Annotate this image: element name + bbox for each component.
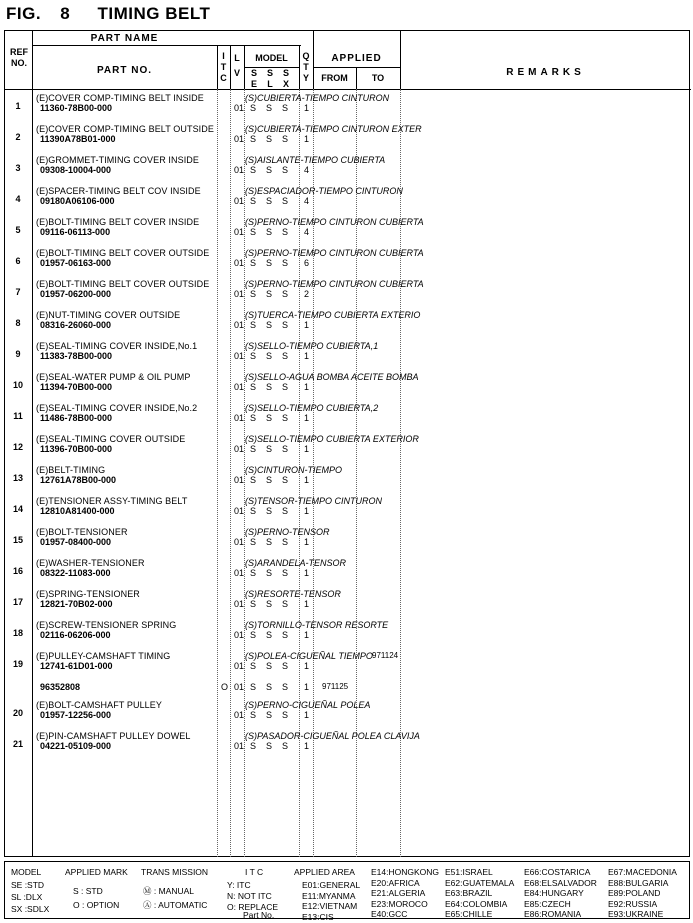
qty-value: 1 [304,444,310,454]
lv-h2: V [233,68,240,78]
lv-value: 01 [234,289,245,299]
legend-model-sl: SL :DLX [11,892,43,902]
lv-header [230,53,244,79]
part-name-es: (S)PERNO-TENSOR [245,527,330,537]
remarks-header: REMARKS [506,67,585,78]
legend-area-item: E01:GENERAL [302,880,361,890]
part-name-es: (S)PERNO-TIEMPO CINTURON CUBIERTA [245,279,424,289]
part-name-en: (E)SEAL-WATER PUMP & OIL PUMP [36,372,191,382]
model-se-value: S [250,165,257,175]
model-sx-value: S [282,661,289,671]
table-row [5,465,691,496]
legend-area-item: E20:AFRICA [371,877,420,888]
model-sl-value: S [266,134,273,144]
table-row [5,124,691,155]
qty-value: 1 [304,382,310,392]
model-se-value: S [250,196,257,206]
model-sx-value: S [282,506,289,516]
model-sx-value: S [282,289,289,299]
legend-area-item: E92:RUSSIA [608,898,658,909]
legend-area-item: E63:BRAZIL [445,888,493,898]
applied-to-value: 971124 [372,651,399,660]
ref-no: 4 [15,194,21,204]
qty-value: 1 [304,537,310,547]
ref-no: 15 [12,535,23,545]
model-sx-value: S [282,568,289,578]
qty-value: 1 [304,710,310,720]
lv-value: 01 [234,506,245,516]
model-sx-value: S [282,382,289,392]
part-number: 12741-61D01-000 [40,661,113,671]
legend-area-item: E67:MACEDONIA [608,867,677,877]
ref-header-line1: REF [10,47,28,57]
part-number: 12810A81400-000 [40,506,115,516]
part-name-en: (E)PULLEY-CAMSHAFT TIMING [36,651,171,661]
legend-applied-mark-header: APPLIED MARK [65,867,128,877]
qty-value: 6 [304,258,310,268]
qty-h1: Q [302,51,310,61]
table-subrow [5,672,691,703]
lv-value: 01 [234,475,245,485]
table-row [5,372,691,403]
model-sx-value: S [282,103,289,113]
lv-value: 01 [234,134,245,144]
part-name-es: (S)PERNO-CIGUEÑAL POLEA [245,700,371,710]
legend-model-header: MODEL [11,867,42,877]
part-name-en: (E)BOLT-TIMING BELT COVER INSIDE [36,217,200,227]
table-row [5,589,691,620]
model-se-value: S [250,682,257,692]
part-name-es: (S)RESORTE-TENSOR [245,589,341,599]
model-sl-value: S [266,351,273,361]
part-no-header: PART NO. [96,65,153,76]
part-number: 01957-06200-000 [40,289,112,299]
model-sl-value: S [266,630,273,640]
part-number: 02116-06206-000 [40,630,111,640]
ref-no: 19 [12,659,23,669]
model-se-value: S [250,289,257,299]
model-sx-value: S [282,196,289,206]
parts-table [4,30,690,857]
qty-value: 2 [304,289,310,299]
lv-value: 01 [234,320,245,330]
page-title [6,4,210,24]
table-row [5,310,691,341]
ref-no: 11 [13,411,23,421]
legend-area-item: E86:ROMANIA [524,909,582,919]
table-row [5,186,691,217]
part-name-en: (E)NUT-TIMING COVER OUTSIDE [36,310,181,320]
part-name-en: (E)SEAL-TIMING COVER INSIDE,No.1 [36,341,198,351]
model-sl-value: S [266,475,273,485]
fig-label: FIG. [6,4,42,23]
part-number: 08322-11083-000 [40,568,111,578]
part-number: 12821-70B02-000 [40,599,113,609]
part-name-es: (S)CUBIERTA-TIEMPO CINTURON [245,93,390,103]
part-name-es: (S)SELLO-TIEMPO CUBIERTA EXTERIOR [245,434,419,444]
model-sl-value: S [266,289,273,299]
legend-area-item: E21:ALGERIA [371,888,426,898]
model-sl-value: S [266,661,273,671]
part-name-es: (S)ARANDELA-TENSOR [245,558,347,568]
legend-mark-option: O : OPTION [73,900,120,910]
model-sx-value: S [282,599,289,609]
part-number: 01957-06163-000 [40,258,112,268]
itc-header [217,51,230,84]
legend-model-se: SE :STD [11,880,45,890]
qty-value: 1 [304,103,310,113]
model-sx-value: S [282,630,289,640]
part-number: 09116-06113-000 [40,227,111,237]
part-name-en: (E)BOLT-TIMING BELT COVER OUTSIDE [36,248,210,258]
model-sl-value: S [266,444,273,454]
qty-value: 1 [304,475,310,485]
ref-header-line2: NO. [10,58,27,68]
model-sl-2: L [267,79,273,89]
model-se-value: S [250,351,257,361]
ref-no: 18 [12,628,23,638]
part-name-en: (E)GROMMET-TIMING COVER INSIDE [36,155,200,165]
legend-itc-o: O: REPLACE [227,902,279,912]
table-row [5,731,691,762]
model-sx-1: S [282,68,289,78]
part-name-en: (E)COVER COMP-TIMING BELT INSIDE [36,93,204,103]
legend-itc-header: I T C [245,867,264,877]
part-name-en: (E)WASHER-TENSIONER [36,558,145,568]
fig-name: TIMING BELT [97,4,211,23]
qty-value: 1 [304,413,310,423]
model-sl-value: S [266,506,273,516]
model-se-value: S [250,258,257,268]
model-se-value: S [250,382,257,392]
ref-no: 12 [12,442,23,452]
applied-from-value: 971125 [322,682,349,691]
qty-value: 1 [304,630,310,640]
model-sx-value: S [282,682,289,692]
legend-area-item: E88:BULGARIA [608,877,669,888]
ref-no: 9 [15,349,21,359]
lv-value: 01 [234,741,245,751]
model-se-value: S [250,568,257,578]
ref-no: 13 [12,473,23,483]
lv-value: 01 [234,196,245,206]
table-row [5,434,691,465]
ref-no-header [7,47,31,69]
model-se-value: S [250,444,257,454]
model-se-value: S [250,320,257,330]
qty-value: 1 [304,134,310,144]
lv-value: 01 [234,382,245,392]
model-sx-value: S [282,351,289,361]
part-number: 09308-10004-000 [40,165,112,175]
part-number: 11383-78B00-000 [40,351,113,361]
legend-area-item: E11:MYANMA [302,890,356,901]
legend-area-item: E51:ISRAEL [445,867,493,877]
model-sx-value: S [282,165,289,175]
table-row [5,496,691,527]
part-number: 11396-70B00-000 [40,444,113,454]
model-se-value: S [250,227,257,237]
model-sl-value: S [266,320,273,330]
table-row [5,155,691,186]
applied-header: APPLIED [331,53,382,64]
qty-value: 1 [304,661,310,671]
part-name-en: (E)SEAL-TIMING COVER INSIDE,No.2 [36,403,198,413]
model-sl-value: S [266,413,273,423]
lv-value: 01 [234,599,245,609]
itc-h3: C [220,73,227,83]
lv-value: 01 [234,351,245,361]
part-name-es: (S)CINTURON-TIEMPO [245,465,342,475]
model-col-se [248,68,260,90]
part-number: 08316-26060-000 [40,320,112,330]
part-name-en: (E)SCREW-TENSIONER SPRING [36,620,177,630]
model-sl-value: S [266,103,273,113]
model-sl-value: S [266,741,273,751]
part-name-es: (S)TORNILLO-TENSOR RESORTE [245,620,389,630]
legend-area-item: E84:HUNGARY [524,888,584,898]
ref-no: 1 [15,101,21,111]
part-number: 11486-78B00-000 [40,413,113,423]
model-se-value: S [250,741,257,751]
part-name-en: (E)BOLT-CAMSHAFT PULLEY [36,700,162,710]
lv-value: 01 [234,258,245,268]
model-sx-value: S [282,741,289,751]
part-name-en: (E)BELT-TIMING [36,465,106,475]
legend-area-item: E64:COLOMBIA [445,898,508,909]
qty-value: 1 [304,682,310,692]
legend [4,861,690,922]
table-row [5,700,691,731]
part-name-en: (E)SPRING-TENSIONER [36,589,140,599]
ref-no: 6 [15,256,21,266]
part-name-header: PART NAME [90,33,159,44]
model-sl-1: S [266,68,273,78]
lv-value: 01 [234,537,245,547]
model-sl-value: S [266,165,273,175]
table-row [5,527,691,558]
table-row [5,620,691,651]
legend-trans-header: TRANS MISSION [141,867,209,877]
lv-value: 01 [234,568,245,578]
model-sx-value: S [282,710,289,720]
legend-mark-std: S : STD [73,886,103,896]
table-row [5,217,691,248]
itc-h1: I [222,51,225,61]
model-se-value: S [250,537,257,547]
model-sl-value: S [266,537,273,547]
model-col-sx [280,68,292,90]
legend-itc-y: Y: ITC [227,880,251,890]
qty-value: 1 [304,741,310,751]
part-number: 09180A06106-000 [40,196,115,206]
model-se-value: S [250,710,257,720]
ref-no: 17 [12,597,23,607]
ref-no: 14 [12,504,23,514]
table-row [5,279,691,310]
from-header: FROM [321,73,348,83]
part-name-es: (S)PERNO-TIEMPO CINTURON CUBIERTA [245,248,424,258]
fig-number: 8 [60,4,71,23]
table-row [5,341,691,372]
model-sx-value: S [282,537,289,547]
legend-trans-manual: Ⓜ : MANUAL [143,886,195,896]
qty-value: 1 [304,351,310,361]
ref-no: 3 [15,163,21,173]
legend-itc-n: N: NOT ITC [227,891,272,901]
model-sx-value: S [282,227,289,237]
part-number: 01957-08400-000 [40,537,112,547]
model-sx-value: S [282,320,289,330]
part-name-es: (S)TENSOR-TIEMPO CINTURON [245,496,382,506]
part-number: 04221-05109-000 [40,741,112,751]
lv-value: 01 [234,413,245,423]
part-name-es: (S)CUBIERTA-TIEMPO CINTURON EXTER [245,124,422,134]
qty-value: 4 [304,165,310,175]
model-sl-value: S [266,568,273,578]
part-name-es: (S)AISLANTE-TIEMPO CUBIERTA [245,155,386,165]
lv-value: 01 [234,682,245,692]
model-sl-value: S [266,382,273,392]
ref-no: 16 [12,566,23,576]
model-header: MODEL [255,53,288,63]
lv-value: 01 [234,165,245,175]
table-row [5,558,691,589]
part-name-en: (E)SEAL-TIMING COVER OUTSIDE [36,434,186,444]
part-name-es: (S)SELLO-AGUA BOMBA ACEITE BOMBA [245,372,419,382]
legend-area-item: E65:CHILLE [445,909,493,919]
part-name-es: (S)PASADOR-CIGUEÑAL POLEA CLAVIJA [245,731,420,741]
legend-area-item: E13:CIS [302,911,334,922]
model-se-value: S [250,413,257,423]
model-se-1: S [250,68,257,78]
table-row [5,403,691,434]
legend-area-item: E62:GUATEMALA [445,877,515,888]
part-name-es: (S)POLEA-CIGUEÑAL TIEMPO [245,651,373,661]
legend-area-item: E12:VIETNAM [302,901,358,911]
legend-model-sx: SX :SDLX [11,904,50,914]
model-sx-2: X [282,79,289,89]
ref-no: 21 [12,739,23,749]
ref-no: 10 [12,380,23,390]
part-name-en: (E)BOLT-TIMING BELT COVER OUTSIDE [36,279,210,289]
ref-no: 2 [15,132,21,142]
part-name-en: (E)COVER COMP-TIMING BELT OUTSIDE [36,124,214,134]
part-number: 11360-78B00-000 [40,103,113,113]
lv-value: 01 [234,103,245,113]
qty-value: 1 [304,506,310,516]
lv-value: 01 [234,710,245,720]
model-se-value: S [250,661,257,671]
qty-value: 4 [304,196,310,206]
part-name-es: (S)SELLO-TIEMPO CUBIERTA,1 [245,341,379,351]
legend-area-item: E14:HONGKONG [371,867,440,877]
table-row [5,93,691,124]
lv-value: 01 [234,630,245,640]
model-sx-value: S [282,258,289,268]
lv-value: 01 [234,444,245,454]
ref-no: 8 [15,318,21,328]
part-name-es: (S)ESPACIADOR-TIEMPO CINTURON [245,186,403,196]
model-sl-value: S [266,710,273,720]
part-name-en: (E)PIN-CAMSHAFT PULLEY DOWEL [36,731,191,741]
part-number: 01957-12256-000 [40,710,112,720]
qty-value: 1 [304,599,310,609]
model-sl-value: S [266,682,273,692]
part-name-es: (S)TUERCA-TIEMPO CUBIERTA EXTERIO [245,310,421,320]
model-sl-value: S [266,227,273,237]
lv-value: 01 [234,661,245,671]
part-number: 11394-70B00-000 [40,382,113,392]
model-se-value: S [250,134,257,144]
model-se-value: S [250,475,257,485]
model-se-value: S [250,630,257,640]
part-name-en: (E)TENSIONER ASSY-TIMING BELT [36,496,188,506]
model-se-value: S [250,103,257,113]
model-sx-value: S [282,444,289,454]
qty-value: 1 [304,568,310,578]
qty-value: 4 [304,227,310,237]
model-col-sl [264,68,276,90]
lv-value: 01 [234,227,245,237]
qty-value: 1 [304,320,310,330]
model-sx-value: S [282,413,289,423]
legend-itc-partno: Part No. [243,910,275,920]
legend-area-item: E66:COSTARICA [524,867,591,877]
model-se-2: E [250,79,257,89]
part-number-alt: 96352808 [40,682,81,692]
legend-area-item: E85:CZECH [524,898,571,909]
legend-trans-automatic: Ⓐ : AUTOMATIC [143,900,208,910]
ref-no: 7 [15,287,21,297]
ref-no: 5 [15,225,21,235]
itc-h2: T [220,62,227,72]
legend-area-header: APPLIED AREA [294,867,355,877]
part-name-en: (E)BOLT-TENSIONER [36,527,128,537]
part-name-en: (E)SPACER-TIMING BELT COV INSIDE [36,186,201,196]
part-number: 12761A78B00-000 [40,475,117,485]
legend-area-item: E23:MOROCO [371,898,428,909]
qty-header [299,51,313,84]
qty-h3: Y [302,73,309,83]
table-row [5,248,691,279]
legend-area-item: E40:GCC [371,909,408,919]
model-sl-value: S [266,196,273,206]
legend-area-item: E89:POLAND [608,888,661,898]
to-header: TO [371,73,385,83]
model-sl-value: S [266,258,273,268]
itc-value: O [221,682,229,692]
model-sx-value: S [282,134,289,144]
legend-area-item: E93:UKRAINE [608,909,664,919]
ref-no: 20 [12,708,23,718]
part-name-es: (S)PERNO-TIEMPO CINTURON CUBIERTA [245,217,424,227]
model-se-value: S [250,599,257,609]
legend-area-item: E68:ELSALVADOR [524,877,597,888]
part-name-es: (S)SELLO-TIEMPO CUBIERTA,2 [245,403,379,413]
model-sl-value: S [266,599,273,609]
model-sx-value: S [282,475,289,485]
model-se-value: S [250,506,257,516]
lv-h1: L [234,53,240,63]
part-number: 11390A78B01-000 [40,134,116,144]
qty-h2: T [303,62,309,72]
